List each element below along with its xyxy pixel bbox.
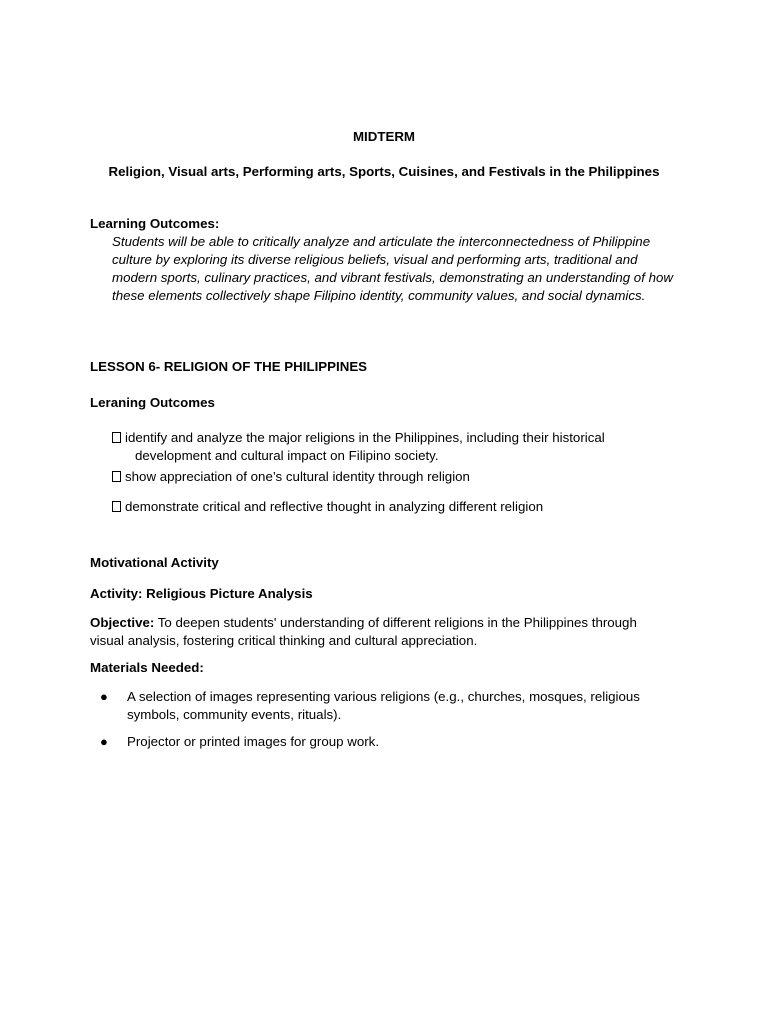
learning-outcomes-text: Students will be able to critically analyze and articulate the interconnectedness of Philippine culture by exploring its diverse religious beliefs, visual and performing arts, traditional and modern sports, culinary practices, and vibrant festivals, demonstrating an understanding of how these elements collectively shape Filipino identity, community values, and social dynamics. (112, 234, 673, 303)
materials-list-item (100, 688, 680, 724)
checkbox-glyph-icon (112, 471, 121, 482)
lesson-outcomes-heading: Leraning Outcomes (90, 395, 215, 410)
objective-label: Objective: (90, 615, 155, 630)
outcome-text: show appreciation of one’s cultural identity through religion (125, 469, 470, 484)
materials-item-text: A selection of images representing various religions (e.g., churches, mosques, religious symbols, community events, rituals). (127, 689, 640, 722)
outcome-text-continuation: development and cultural impact on Filipino society. (135, 448, 439, 463)
bullet-icon: ● (100, 689, 108, 704)
activity-heading: Activity: Religious Picture Analysis (90, 586, 313, 601)
lesson-heading: LESSON 6- RELIGION OF THE PHILIPPINES (90, 359, 368, 374)
objective-paragraph (90, 614, 670, 650)
materials-list-item (100, 733, 680, 751)
learning-outcomes-heading: Learning Outcomes: (90, 216, 220, 231)
outcome-item (112, 498, 672, 516)
checkbox-glyph-icon (112, 432, 121, 443)
materials-item-text: Projector or printed images for group work. (127, 734, 380, 749)
document-subtitle: Religion, Visual arts, Performing arts, Sports, Cuisines, and Festivals in the Philippines (108, 164, 660, 179)
motivational-activity-heading: Motivational Activity (90, 555, 219, 570)
outcome-text: identify and analyze the major religions in the Philippines, including their historical (125, 430, 605, 445)
objective-text: To deepen students' understanding of different religions in the Philippines through visual analysis, fostering critical thinking and cultural appreciation. (90, 615, 637, 648)
materials-heading: Materials Needed: (90, 660, 204, 675)
outcome-text: demonstrate critical and reflective thought in analyzing different religion (125, 499, 544, 514)
bullet-icon: ● (100, 734, 108, 749)
document-title: MIDTERM (352, 129, 416, 144)
outcome-item (112, 468, 672, 486)
outcome-item (112, 429, 672, 465)
checkbox-glyph-icon (112, 501, 121, 512)
